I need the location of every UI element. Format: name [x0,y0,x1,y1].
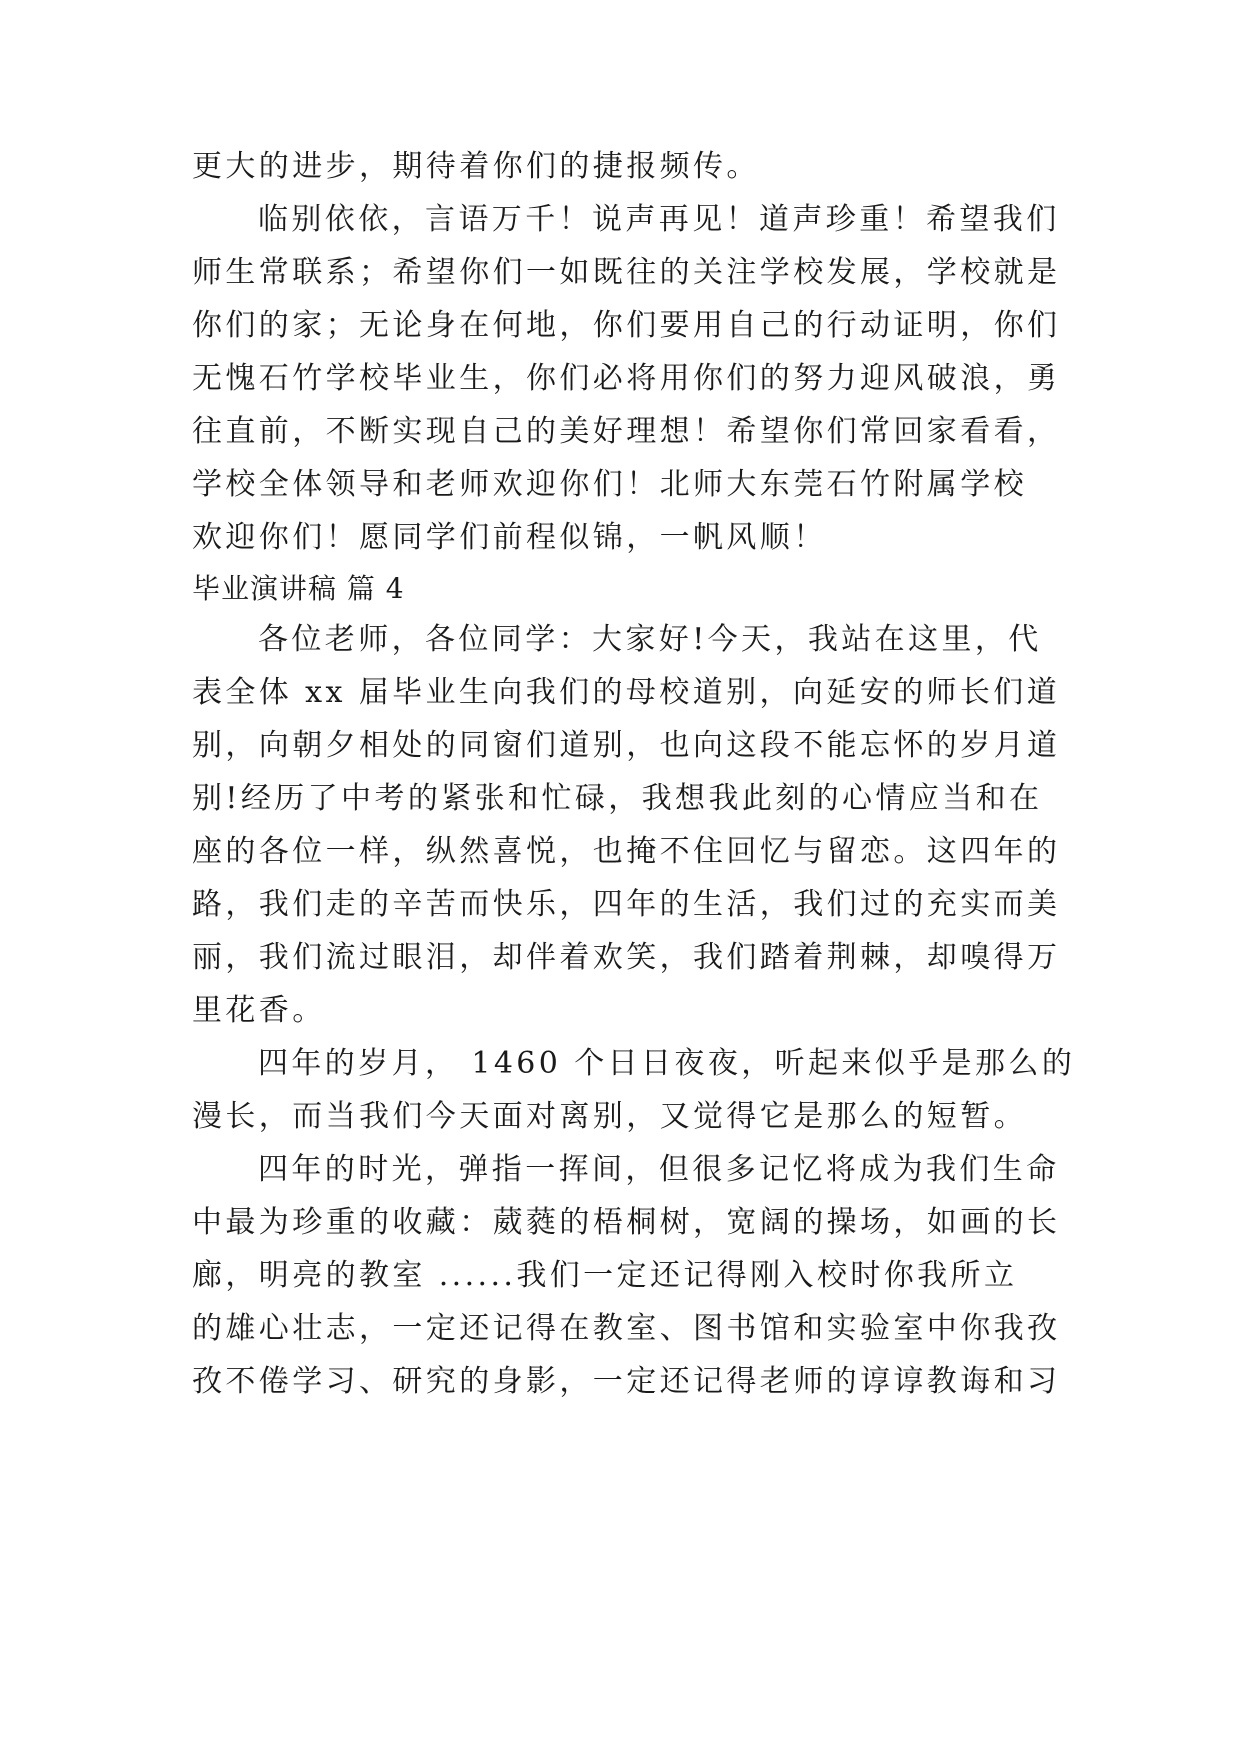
text-line: 丽，我们流过眼泪，却伴着欢笑，我们踏着荆棘，却嗅得万 [192,940,1061,975]
text-line: 漫长，而当我们今天面对离别，又觉得它是那么的短暂。 [192,1099,1027,1134]
text-line: 学校全体领导和老师欢迎你们！北师大东莞石竹附属学校 [192,467,1027,502]
text-line: 里花香。 [192,993,326,1028]
paragraph-first-line: 临别依依，言语万千！说声再见！道声珍重！希望我们 [258,202,1060,237]
text-line: 中最为珍重的收藏：葳蕤的梧桐树，宽阔的操场，如画的长 [192,1205,1061,1240]
text-line: 座的各位一样，纵然喜悦，也掩不住回忆与留恋。这四年的 [192,834,1061,869]
text-line: 路，我们走的辛苦而快乐，四年的生活，我们过的充实而美 [192,887,1061,922]
text-line: 廊，明亮的教室 ......我们一定还记得刚入校时你我所立 [192,1258,1018,1293]
text-line: 师生常联系；希望你们一如既往的关注学校发展，学校就是 [192,255,1061,290]
paragraph-first-line: 四年的岁月， 1460 个日日夜夜，听起来似乎是那么的 [258,1046,1076,1081]
text-line: 欢迎你们！愿同学们前程似锦，一帆风顺！ [192,520,827,555]
section-heading: 毕业演讲稿 篇 4 [192,572,405,605]
paragraph-first-line: 四年的时光，弹指一挥间，但很多记忆将成为我们生命 [258,1152,1060,1187]
text-line: 更大的进步，期待着你们的捷报频传。 [192,149,760,184]
text-line: 往直前，不断实现自己的美好理想！希望你们常回家看看， [192,414,1061,449]
text-line: 表全体 xx 届毕业生向我们的母校道别，向延安的师长们道 [192,675,1061,710]
text-line: 你们的家；无论身在何地，你们要用自己的行动证明，你们 [192,308,1061,343]
paragraph-first-line: 各位老师，各位同学：大家好!今天，我站在这里，代 [258,622,1042,657]
text-line: 别!经历了中考的紧张和忙碌，我想我此刻的心情应当和在 [192,781,1043,816]
text-line: 无愧石竹学校毕业生，你们必将用你们的努力迎风破浪，勇 [192,361,1061,396]
text-line: 的雄心壮志，一定还记得在教室、图书馆和实验室中你我孜 [192,1311,1061,1346]
text-line: 别，向朝夕相处的同窗们道别，也向这段不能忘怀的岁月道 [192,728,1061,763]
text-line: 孜不倦学习、研究的身影，一定还记得老师的谆谆教诲和习 [192,1364,1061,1399]
